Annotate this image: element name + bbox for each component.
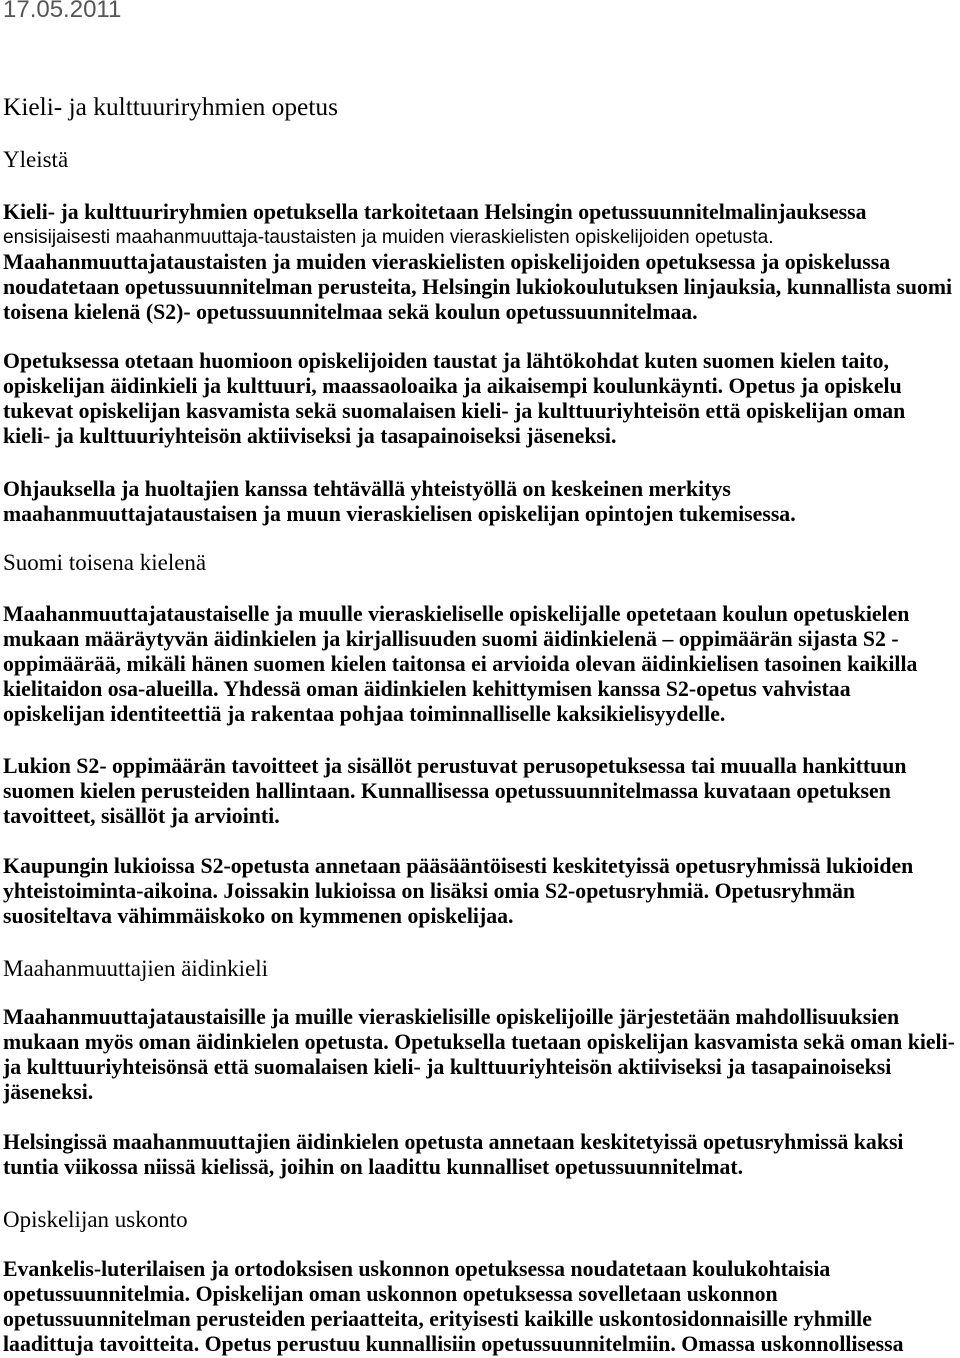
text-line: tavoitteet, sisällöt ja arviointi. — [3, 804, 280, 828]
text-line: Ohjauksella ja huoltajien kanssa tehtävällä yhteistyöllä on keskeinen merkitys — [3, 477, 731, 501]
text-line: Maahanmuuttajataustaisille ja muille vieraskielisille opiskelijoille järjestetään mahdollisuuksien — [3, 1005, 900, 1029]
section-heading-general: Yleistä — [3, 147, 69, 172]
text-line: tuntia viikossa niissä kielissä, joihin on laadittu kunnalliset opetussuunnitelmat. — [3, 1155, 744, 1179]
text-line: Kieli- ja kulttuuriryhmien opetuksella tarkoitetaan Helsingin opetussuunnitelmalinjauksessa — [3, 200, 867, 224]
text-line: kielitaidon osa-alueilla. Yhdessä oman äidinkielen kehittymisen kanssa S2-opetus vahvistaa — [3, 677, 851, 701]
text-line: Maahanmuuttajataustaisten ja muiden vieraskielisten opiskelijoiden opetuksessa ja opiskelussa — [3, 250, 891, 274]
text-line: yhteistoiminta-aikoina. Joissakin lukioissa on lisäksi omia S2-opetusryhmiä. Opetusryhmän — [3, 879, 856, 903]
text-line: Helsingissä maahanmuuttajien äidinkielen opetusta annetaan keskitetyissä opetusryhmissä kaksi — [3, 1130, 904, 1154]
text-line: oppimäärää, mikäli hänen suomen kielen taitonsa ei arvioida olevan äidinkielisen tasoinen kaikilla — [3, 652, 918, 676]
text-line: mukaan myös oman äidinkielen opetusta. Opetuksella tuetaan opiskelijan kasvamista sekä oman kieli- — [3, 1030, 955, 1054]
paragraph-s2-1 — [3, 602, 960, 727]
text-line: ensisijaisesti maahanmuuttaja-taustaisten ja muiden vieraskielisten opiskelijoiden opetusta. — [3, 227, 774, 248]
paragraph-general-3 — [3, 477, 960, 527]
text-line: kieli- ja kulttuuriyhteisön aktiiviseksi ja tasapainoiseksi jäseneksi. — [3, 424, 617, 448]
text-line: Maahanmuuttajataustaiselle ja muulle vieraskieliselle opiskelijalle opetetaan koulun opetuskielen — [3, 602, 910, 626]
print-date: 17.05.2011 — [3, 0, 122, 23]
paragraph-general-1 — [3, 200, 960, 325]
text-line: maahanmuuttajataustaisen ja muun vieraskielisen opiskelijan opintojen tukemisessa. — [3, 502, 796, 526]
paragraph-native-2 — [3, 1130, 960, 1180]
text-line: noudatetaan opetussuunnitelman perusteita, Helsingin lukiokoulutuksen linjauksia, kunnallista suomi — [3, 275, 953, 299]
paragraph-s2-3 — [3, 854, 960, 929]
section-heading-religion: Opiskelijan uskonto — [3, 1207, 188, 1232]
text-line: Kaupungin lukioissa S2-opetusta annetaan pääsääntöisesti keskitetyissä opetusryhmissä lukioiden — [3, 854, 914, 878]
text-line: toisena kielenä (S2)- opetussuunnitelmaa sekä koulun opetussuunnitelmaa. — [3, 300, 698, 324]
text-line: jäseneksi. — [3, 1080, 94, 1104]
text-line: Evankelis-luterilaisen ja ortodoksisen uskonnon opetuksessa noudatetaan koulukohtaisia — [3, 1257, 831, 1281]
text-line: suomen kielen perusteiden hallintaan. Kunnallisessa opetussuunnitelmassa kuvataan opetuksen — [3, 779, 891, 803]
text-line: tukevat opiskelijan kasvamista sekä suomalaisen kieli- ja kulttuuriyhteisön että opiskelijan oman — [3, 399, 906, 423]
text-line: opiskelijan äidinkieli ja kulttuuri, maassaoloaika ja aikaisempi koulunkäynti. Opetus ja opiskelu — [3, 374, 902, 398]
text-line: laadittuja tavoitteita. Opetus perustuu kunnallisiin opetussuunnitelmiin. Omassa uskonnollisessa — [3, 1332, 904, 1356]
page-title: Kieli- ja kulttuuriryhmien opetus — [3, 93, 338, 121]
text-line: Opetuksessa otetaan huomioon opiskelijoiden taustat ja lähtökohdat kuten suomen kielen taito, — [3, 349, 889, 373]
section-heading-native-language: Maahanmuuttajien äidinkieli — [3, 956, 269, 981]
text-line: opetussuunnitelman perusteiden periaatteita, erityisesti kaikille uskontosidonnaisille ryhmille — [3, 1307, 872, 1331]
text-line: suositeltava vähimmäiskoko on kymmenen opiskelijaa. — [3, 904, 514, 928]
paragraph-s2-2 — [3, 754, 960, 829]
text-line: opetussuunnitelmia. Opiskelijan oman uskonnon opetuksessa sovelletaan uskonnon — [3, 1282, 778, 1306]
paragraph-religion-1 — [3, 1257, 960, 1357]
paragraph-native-1 — [3, 1005, 960, 1105]
text-line: mukaan määräytyvän äidinkielen ja kirjallisuuden suomi äidinkielenä – oppimäärän sijasta S2 - — [3, 627, 899, 651]
section-heading-finnish-second-language: Suomi toisena kielenä — [3, 550, 207, 575]
text-line: opiskelijan identiteettiä ja rakentaa pohjaa toiminnalliselle kaksikielisyydelle. — [3, 702, 726, 726]
paragraph-general-2 — [3, 349, 960, 449]
text-line: ja kulttuuriyhteisönsä että suomalaisen kieli- ja kulttuuriyhteisön aktiiviseksi ja tasapainoiseksi — [3, 1055, 892, 1079]
text-line: Lukion S2- oppimäärän tavoitteet ja sisällöt perustuvat perusopetuksessa tai muualla hankittuun — [3, 754, 907, 778]
